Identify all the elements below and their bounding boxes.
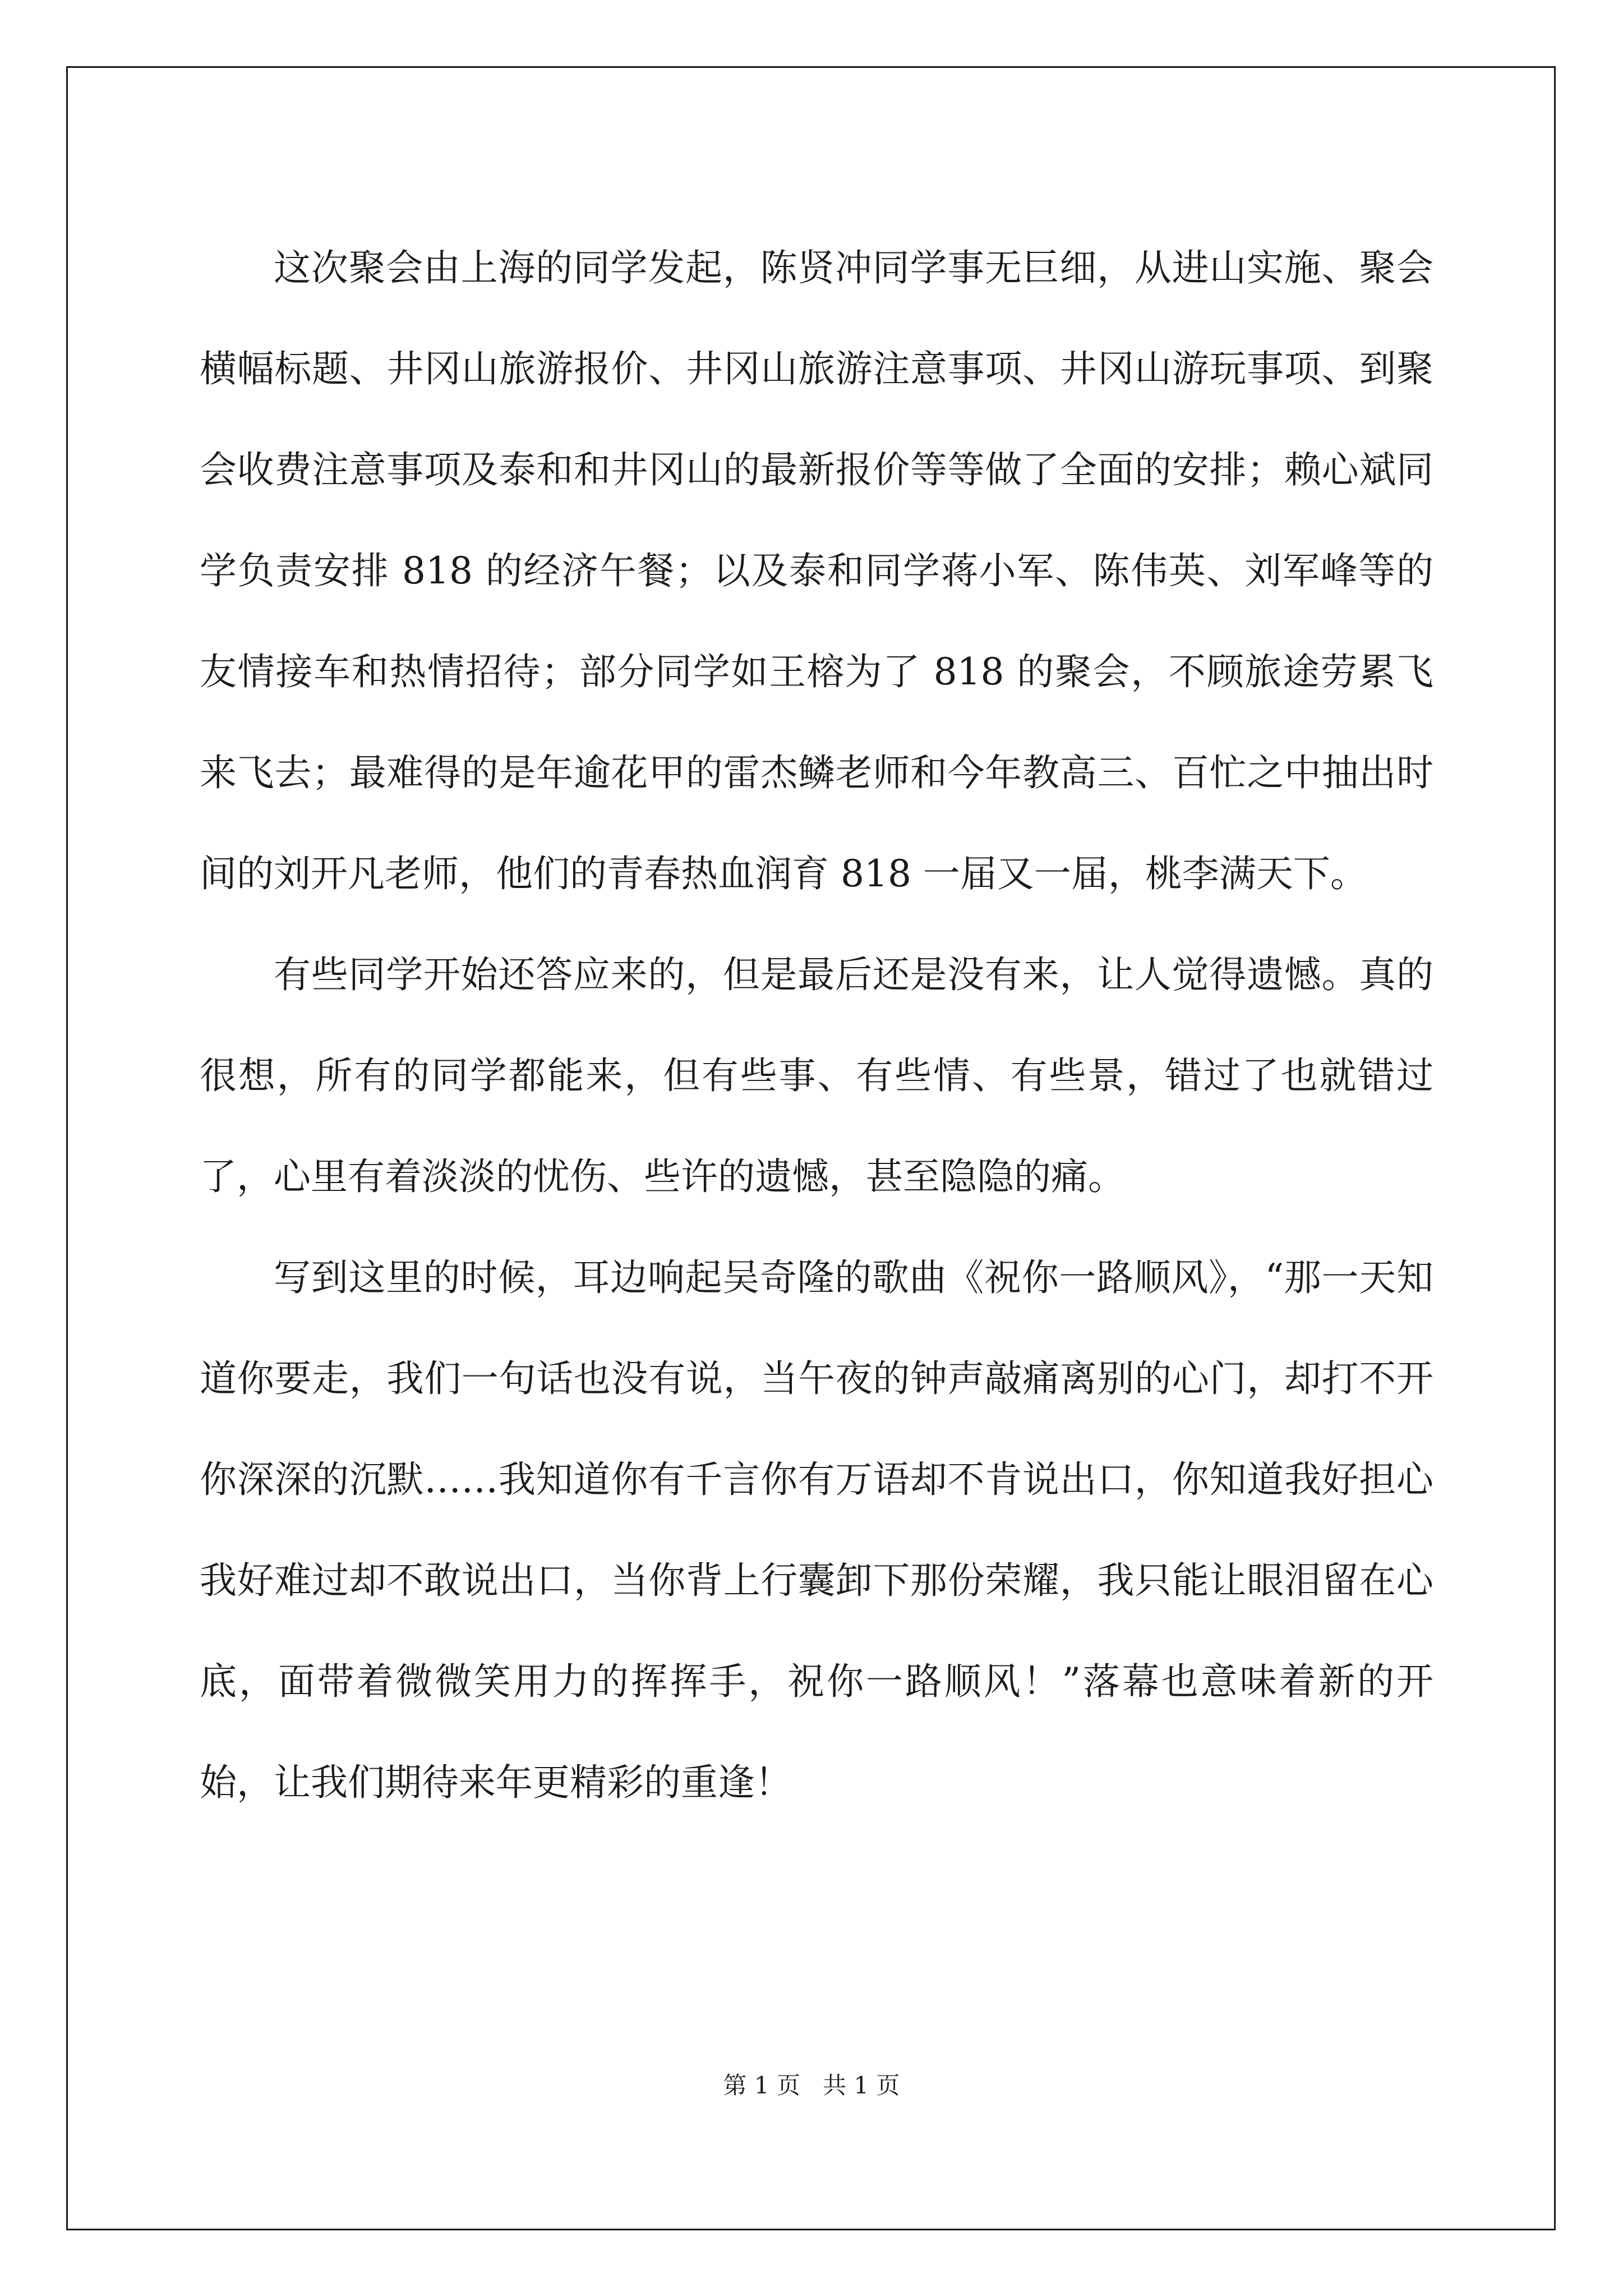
page-number-total: 共 1 页 <box>823 2072 900 2099</box>
paragraph-1: 这次聚会由上海的同学发起，陈贤冲同学事无巨细，从进山实施、聚会横幅标题、井冈山旅游报价、井冈山旅游注意事项、井冈山游玩事项、到聚会收费注意事项及泰和和井冈山的最新报价等等做了全面的安排；赖心斌同学负责安排 818 的经济午餐；以及泰和同学蒋小军、陈伟英、刘军峰等的友情接车和热情招待；部分同学如王榕为了 818 的聚会，不顾旅途劳累飞来飞去；最难得的是年逾花甲的雷杰鳞老师和今年教高三、百忙之中抽出时间的刘开凡老师，他们的青春热血润育 818 一届又一届，桃李满天下。 <box>200 246 1433 895</box>
page-number-current: 第 1 页 <box>723 2072 800 2099</box>
document-body <box>200 218 1433 1833</box>
page-footer <box>0 2067 1623 2101</box>
paragraph-3: 写到这里的时候，耳边响起吴奇隆的歌曲《祝你一路顺风》，“那一天知道你要走，我们一句话也没有说，当午夜的钟声敲痛离别的心门，却打不开你深深的沉默……我知道你有千言你有万语却不肯说出口，你知道我好担心我好难过却不敢说出口，当你背上行囊卸下那份荣耀，我只能让眼泪留在心底，面带着微微笑用力的挥挥手，祝你一路顺风！”落幕也意味着新的开始，让我们期待来年更精彩的重逢！ <box>200 1256 1433 1804</box>
paragraph-2: 有些同学开始还答应来的，但是最后还是没有来，让人觉得遗憾。真的很想，所有的同学都能来，但有些事、有些情、有些景，错过了也就错过了，心里有着淡淡的忧伤、些许的遗憾，甚至隐隐的痛。 <box>200 953 1433 1198</box>
footer-spacer <box>800 2072 823 2099</box>
